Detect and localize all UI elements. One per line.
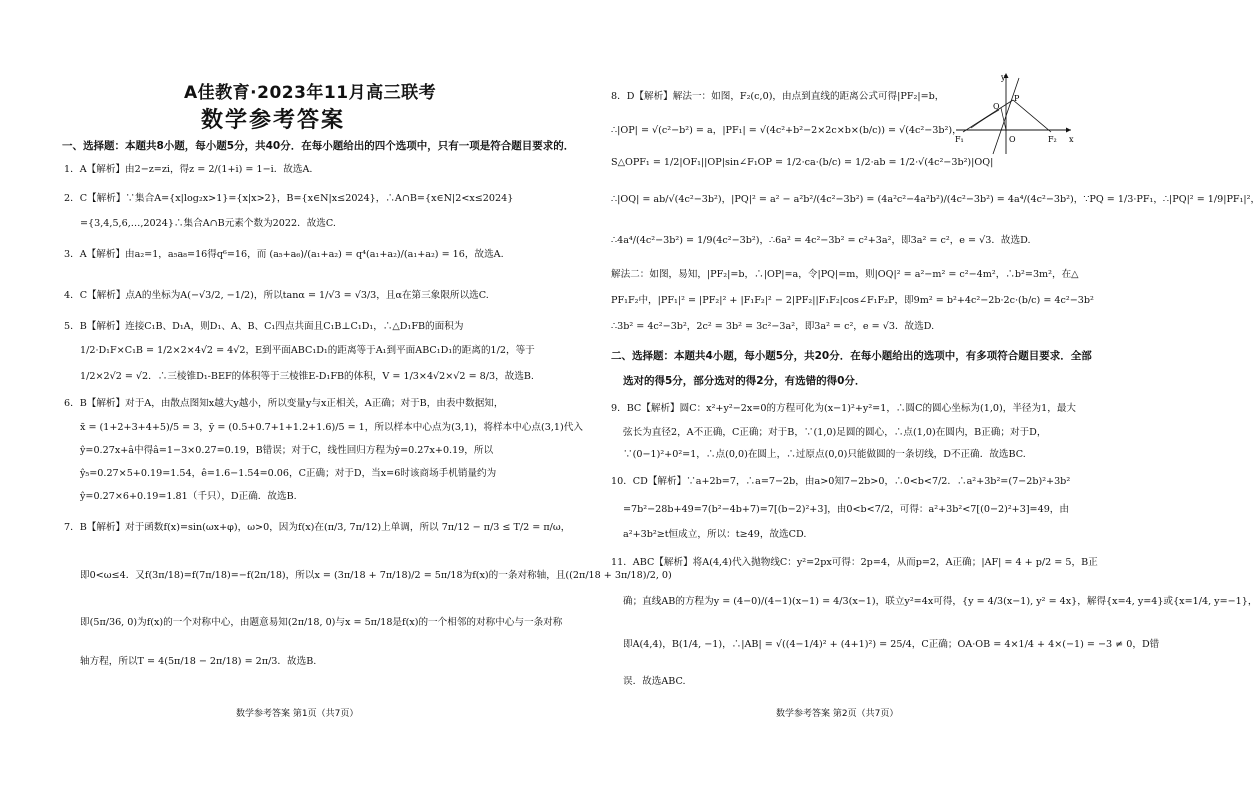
answer-line: 2．C【解析】∵集合A={x|log₂x>1}={x|x>2}，B={x∈N|x≤2024}，∴A∩B={x∈N|2<x≤2024} (64, 193, 514, 204)
answer-line: ∴4a⁴/(4c²−3b²) = 1/9(4c²−3b²)，∴6a² = 4c²−3b² = c²+3a²，即3a² = c²，e = √3．故选D. (611, 235, 1031, 246)
answer-line: =7b²−28b+49=7(b²−4b+7)=7[(b−2)²+3]，由0<b<7/2，可得：a²+3b²<7[(0−2)²+3]=49，由 (623, 504, 1069, 515)
answer-line: ŷ₅=0.27×5+0.19=1.54，ê=1.6−1.54=0.06，C正确；对于D，当x=6时该商场手机销量约为 (80, 468, 497, 479)
answer-line: 11．ABC【解析】将A(4,4)代入抛物线C：y²=2px可得：2p=4，从而p=2，A正确；|AF| = 4 + p/2 = 5，B正 (611, 557, 1098, 568)
answer-line: 即A(4,4)，B(1/4, −1)，∴|AB| = √((4−1/4)² + (4+1)²) = 25/4，C正确；OA·OB = 4×1/4 + 4×(−1) = −3 ≠ 0，D错 (623, 639, 1160, 650)
hyperbola-figure (951, 70, 1076, 155)
answer-line: 5．B【解析】连接C₁B、D₁A，则D₁、A、B、C₁四点共面且C₁B⊥C₁D₁，∴△D₁FB的面积为 (64, 321, 464, 332)
section-heading-2: 二、选择题：本题共4小题，每小题5分，共20分．在每小题给出的选项中，有多项符合题目要求．全部 (611, 350, 1092, 362)
answer-line: 误．故选ABC. (623, 676, 686, 687)
answer-line: 解法二：如图，易知，|PF₂|=b，∴|OP|=a，令|PQ|=m，则|OQ|² = a²−m² = c²−4m²，∴b²=3m²，在△ (611, 269, 1079, 280)
answer-line: 4．C【解析】点A的坐标为A(−√3/2, −1/2)，所以tanα = 1/√3 = √3/3，且α在第三象限所以选C. (64, 290, 489, 301)
fig-label-x: x (1069, 135, 1074, 144)
answer-line: 1/2×2√2 = √2．∴三棱锥D₁-BEF的体积等于三棱锥E-D₁FB的体积，V = 1/3×4√2×√2 = 8/3，故选B. (80, 371, 534, 382)
answer-line: 7．B【解析】对于函数f(x)=sin(ωx+φ)，ω>0，因为f(x)在(π/3, 7π/12)上单调，所以 7π/12 − π/3 ≤ T/2 = π/ω， (64, 522, 571, 533)
fig-label-f1: F₁ (955, 135, 964, 144)
fig-label-f2: F₂ (1048, 135, 1057, 144)
answer-line: ∴|OQ| = ab/√(4c²−3b²)，|PQ|² = a² − a²b²/(4c²−3b²) = (4a²c²−4a²b²)/(4c²−3b²) = 4a⁴/(4c²−3b²)，∵PQ = 1/3·PF₁，∴|PQ|² = 1/9|PF₁|²， (611, 194, 1260, 205)
section-heading-2b: 选对的得5分，部分选对的得2分，有选错的得0分． (623, 375, 866, 387)
answer-line: S△OPF₁ = 1/2|OF₁||OP|sin∠F₁OP = 1/2·ca·(b/c) = 1/2·ab = 1/2·√(4c²−3b²)|OQ| (611, 157, 994, 168)
answer-line: 弦长为直径2，A不正确，C正确；对于B，∵(1,0)足圆的圆心，∴点(1,0)在圆内，B正确；对于D， (623, 427, 1047, 438)
answer-line: 9．BC【解析】圆C：x²+y²−2x=0的方程可化为(x−1)²+y²=1，∴圆C的圆心坐标为(1,0)，半径为1，最大 (611, 403, 1077, 414)
curve-branch (971, 110, 999, 128)
answer-line: 1/2·D₁F×C₁B = 1/2×2×4√2 = 4√2，E到平面ABC₁D₁的距离等于A₁到平面ABC₁D₁的距离的1/2，等于 (80, 345, 535, 356)
answer-line: ŷ=0.27x+â中得â=1−3×0.27=0.19，B错误；对于C，线性回归方程为ŷ=0.27x+0.19，所以 (80, 445, 494, 456)
answer-line: ∵(0−1)²+0²=1，∴点(0,0)在圆上，∴过原点(0,0)只能做圆的一条切线，D不正确．故选BC. (623, 449, 1026, 460)
answer-line: 10．CD【解析】∵a+2b=7，∴a=7−2b，由a>0知7−2b>0，∴0<b<7/2．∴a²+3b²=(7−2b)²+3b² (611, 476, 1071, 487)
answer-line: 8．D【解析】解法一：如图，F₂(c,0)，由点到直线的距离公式可得|PF₂|=b， (611, 91, 945, 102)
answer-line: 1．A【解析】由2−z=zi，得z = 2/(1+i) = 1−i．故选A. (64, 164, 313, 175)
answer-line: x̄ = (1+2+3+4+5)/5 = 3，ȳ = (0.5+0.7+1+1.2+1.6)/5 = 1，所以样本中心点为(3,1)，将样本中心点(3,1)代入 (80, 422, 583, 433)
page-footer: 数学参考答案 第1页（共7页） (236, 709, 359, 719)
fig-label-y: y (1001, 73, 1006, 82)
answer-line: 即(5π/36, 0)为f(x)的一个对称中心，由题意易知(2π/18, 0)与x = 5π/18是f(x)的一个相邻的对称中心与一条对称 (80, 617, 563, 628)
doc-title: A佳教育·2023年11月高三联考 (184, 83, 437, 103)
answer-line: 即0<ω≤4．又f(3π/18)=f(7π/18)=−f(2π/18)，所以x = (3π/18 + 7π/18)/2 = 5π/18为f(x)的一条对称轴，且((2π/18 + 3π/18)/2, 0) (80, 570, 672, 581)
doc-subtitle: 数学参考答案 (201, 108, 346, 133)
page-footer: 数学参考答案 第2页（共7页） (776, 709, 899, 719)
answer-line: a²+3b²≥t恒成立，所以：t≥49，故选CD. (623, 529, 807, 540)
answer-line: ={3,4,5,6,…,2024}∴集合A∩B元素个数为2022．故选C. (80, 218, 336, 229)
answer-line: PF₁F₂中，|PF₁|² = |PF₂|² + |F₁F₂|² − 2|PF₂||F₁F₂|cos∠F₁F₂P，即9m² = b²+4c²−2b·2c·(b/c) = 4c²−3b² (611, 295, 1094, 306)
page-right (561, 0, 1260, 794)
segment-p-f2 (1013, 100, 1051, 132)
answer-line: 轴方程，所以T = 4(5π/18 − 2π/18) = 2π/3．故选B. (80, 656, 317, 667)
x-axis-arrow (1066, 128, 1071, 133)
answer-line: 确；直线AB的方程为y = (4−0)/(4−1)(x−1) = 4/3(x−1)，联立y²=4x可得，{y = 4/3(x−1), y² = 4x}，解得{x=4, y=4}或{x=1/4, y=−1}， (623, 596, 1258, 607)
fig-label-q: Q (993, 102, 1000, 111)
fig-label-p: P (1014, 94, 1020, 103)
answer-line: ŷ=0.27×6+0.19=1.81（千只），D正确．故选B. (80, 491, 297, 502)
answer-line: 3．A【解析】由a₂=1，a₅a₈=16得q⁶=16，而 (a₅+a₆)/(a₁+a₂) = q⁴(a₁+a₂)/(a₁+a₂) = 16，故选A. (64, 249, 504, 260)
section-heading-1: 一、选择题：本题共8小题，每小题5分，共40分．在每小题给出的四个选项中，只有一项是符合题目要求的． (62, 140, 575, 152)
answer-line: ∴|OP| = √(c²−b²) = a，|PF₁| = √(4c²+b²−2×2c×b×(b/c)) = √(4c²−3b²)， (611, 125, 962, 136)
fig-label-o: O (1009, 135, 1016, 144)
answer-line: ∴3b² = 4c²−3b²，2c² = 3b² = 3c²−3a²，即3a² = c²，e = √3．故选D. (611, 321, 935, 332)
answer-line: 6．B【解析】对于A，由散点图知x越大y越小，所以变量y与x正相关，A正确；对于B，由表中数据知， (64, 398, 504, 409)
